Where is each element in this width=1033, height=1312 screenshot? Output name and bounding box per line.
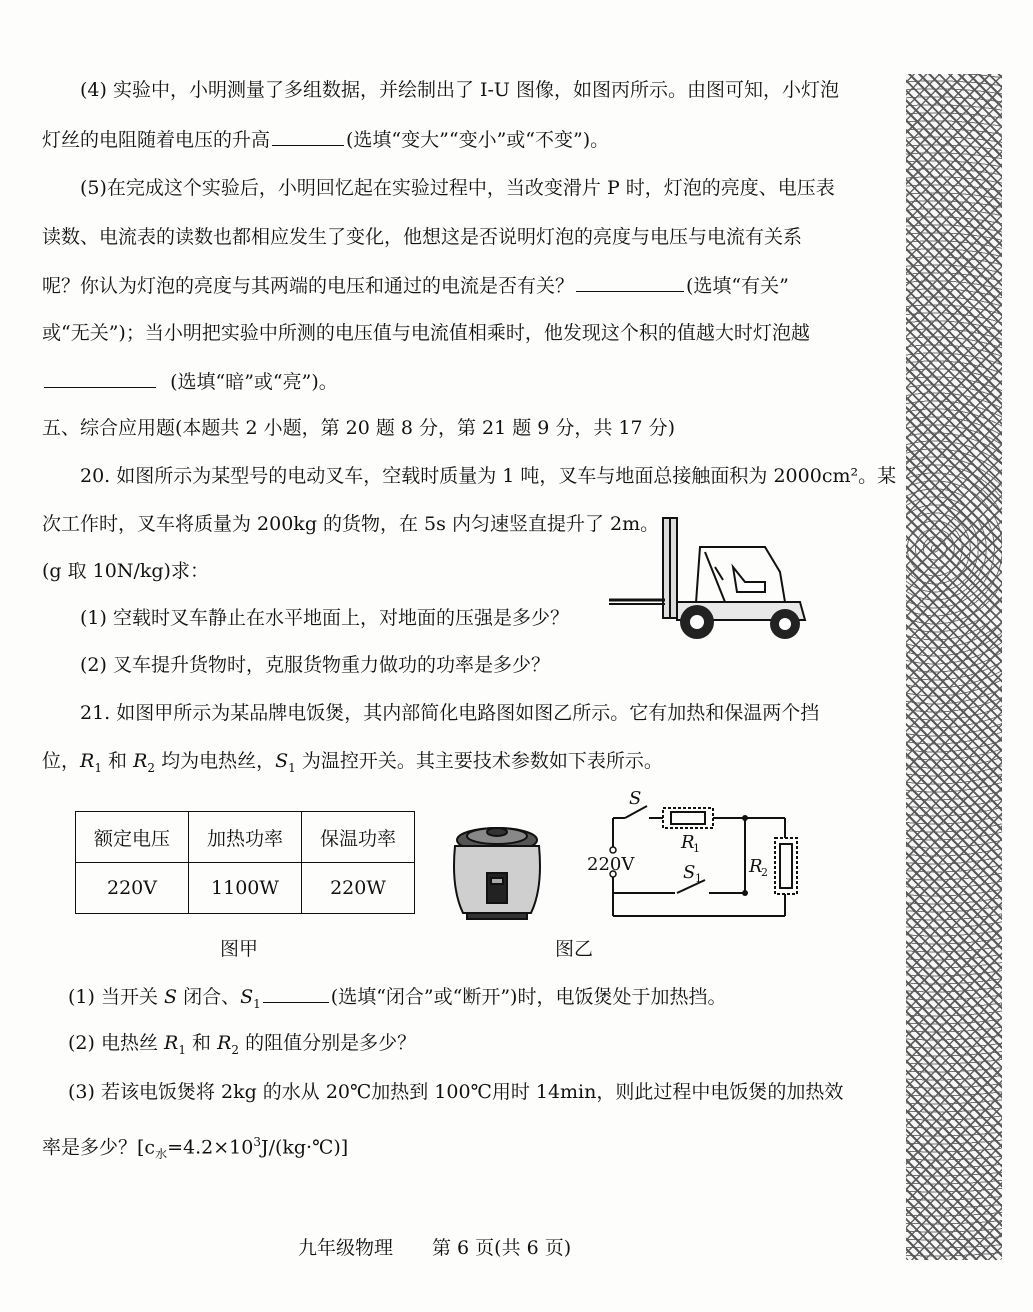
rice-cooker-illustration	[445, 818, 550, 923]
answer-blank[interactable]	[272, 127, 344, 146]
q19-part5-line2: 读数、电流表的读数也都相应发生了变化，他想这是否说明灯泡的亮度与电压与电流有关系	[42, 226, 803, 248]
q19-part5-line5: (选填“暗”或“亮”)。	[42, 369, 338, 394]
q21-line2: 位，$R_1$ 和 $R_2$ 均为电热丝，$S_1$ 为温控开关。其主要技术参数如下表所示。	[42, 750, 663, 775]
figure-label-b: 图乙	[555, 938, 594, 960]
q20-line2: 次工作时，叉车将质量为 200kg 的货物，在 5s 内匀速竖直提升了 2m。	[42, 513, 660, 535]
svg-text:2: 2	[761, 866, 768, 879]
table-cell: 220V	[76, 863, 189, 914]
circuit-label-s1: S	[683, 862, 696, 883]
circuit-label-s: S	[629, 788, 642, 809]
table-header-cell: 额定电压	[76, 812, 189, 863]
section-heading: 五、综合应用题(本题共 2 小题，第 20 题 8 分，第 21 题 9 分，共 17 分)	[42, 417, 676, 439]
circuit-label-r2: R	[749, 856, 763, 877]
svg-text:1: 1	[695, 872, 702, 885]
spec-table	[75, 811, 415, 914]
svg-text:1: 1	[693, 842, 700, 855]
q20-line1: 20. 如图所示为某型号的电动叉车，空载时质量为 1 吨，叉车与地面总接触面积为 2000cm²。某	[80, 465, 897, 487]
answer-blank[interactable]	[576, 273, 684, 292]
circuit-diagram	[585, 788, 805, 928]
decorative-binding-strip	[906, 74, 1002, 1260]
q20-sub2: (2) 叉车提升货物时，克服货物重力做功的功率是多少？	[80, 654, 550, 676]
q19-part4-line2: 灯丝的电阻随着电压的升高 (选填“变大”“变小”或“不变”)。	[42, 129, 610, 151]
table-cell: 1100W	[189, 863, 302, 914]
table-row	[76, 863, 415, 914]
table-header-cell: 加热功率	[189, 812, 302, 863]
figure-label-a: 图甲	[220, 938, 259, 960]
q19-part5-line3: 呢？你认为灯泡的亮度与其两端的电压和通过的电流是否有关？ (选填“有关”	[42, 275, 789, 297]
circuit-label-voltage: 220V	[587, 854, 635, 875]
q19-part5-line1: (5)在完成这个实验后，小明回忆起在实验过程中，当改变滑片 P 时，灯泡的亮度、电压表	[80, 177, 835, 199]
q20-line3: (g 取 10N/kg)求：	[42, 560, 209, 582]
q21-sub1: (1) 当开关 S 闭合、$S_1$ (选填“闭合”或“断开”)时，电饭煲处于加热挡。	[68, 986, 727, 1011]
footer-page-number: 第 6 页(共 6 页)	[432, 1237, 572, 1259]
q20-sub1: (1) 空载时叉车静止在水平地面上，对地面的压强是多少？	[80, 607, 569, 629]
q19-part5-line4: 或“无关”)；当小明把实验中所测的电压值与电流值相乘时，他发现这个积的值越大时灯泡越	[42, 322, 810, 344]
q21-line1: 21. 如图甲所示为某品牌电饭煲，其内部简化电路图如图乙所示。它有加热和保温两个挡	[80, 702, 820, 724]
footer-subject: 九年级物理	[298, 1237, 394, 1259]
q21-sub3-line2: 率是多少？$[c_水=4.2\times 10^3J/(kg\cdot℃)]$	[42, 1135, 349, 1162]
answer-blank[interactable]	[263, 984, 329, 1003]
table-header-cell: 保温功率	[302, 812, 415, 863]
table-cell: 220W	[302, 863, 415, 914]
q19-part4-line1: (4) 实验中，小明测量了多组数据，并绘制出了 I-U 图像，如图丙所示。由图可知，小灯泡	[80, 79, 839, 101]
forklift-illustration	[605, 512, 820, 642]
table-row	[76, 812, 415, 863]
circuit-label-r1: R	[681, 832, 695, 853]
q21-sub3-line1: (3) 若该电饭煲将 2kg 的水从 20℃加热到 100℃用时 14min，则此过程中电饭煲的加热效	[68, 1081, 844, 1103]
q21-sub2: (2) 电热丝 $R_1$ 和 $R_2$ 的阻值分别是多少？	[68, 1032, 417, 1057]
answer-blank[interactable]	[44, 369, 156, 388]
